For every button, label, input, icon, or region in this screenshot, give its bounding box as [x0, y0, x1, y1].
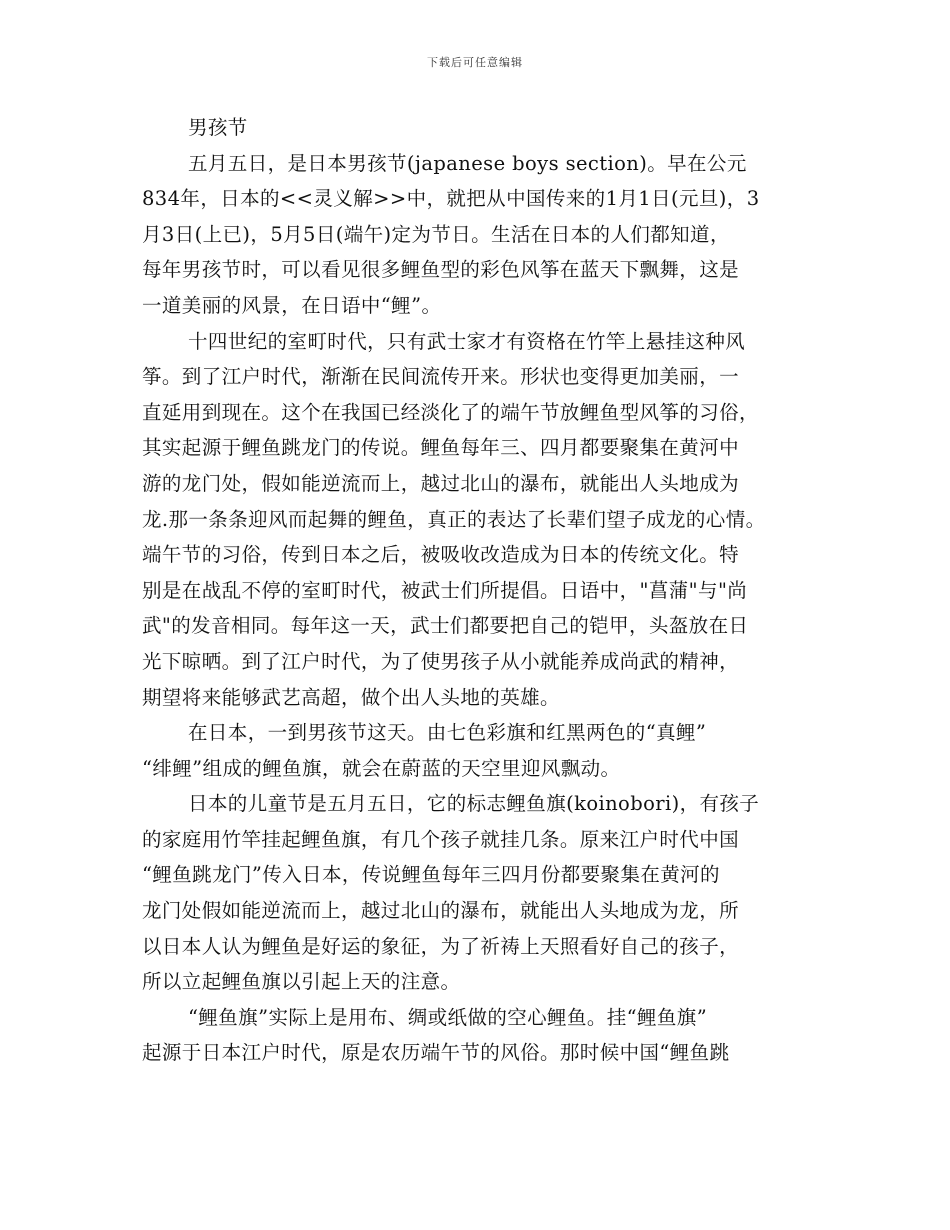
text-line: 光下晾晒。到了江户时代，为了使男孩子从小就能养成尚武的精神， — [142, 649, 740, 673]
text-line: 龙.那一条条迎风而起舞的鲤鱼，真正的表达了长辈们望子成龙的心情。 — [142, 507, 766, 531]
text-line: 以日本人认为鲤鱼是好运的象征，为了祈祷上天照看好自己的孩子， — [142, 934, 740, 958]
text-line: 每年男孩节时，可以看见很多鲤鱼型的彩色风筝在蓝天下飘舞，这是 — [142, 258, 740, 282]
text-line: 直延用到现在。这个在我国已经淡化了的端午节放鲤鱼型风筝的习俗， — [142, 400, 759, 424]
text-line: 起源于日本江户时代，原是农历端午节的风俗。那时候中国“鲤鱼跳 — [142, 1041, 730, 1065]
text-line: 男孩节 — [188, 116, 248, 139]
text-line: 其实起源于鲤鱼跳龙门的传说。鲤鱼每年三、四月都要聚集在黄河中 — [142, 436, 740, 460]
page-header: 下载后可任意编辑 — [427, 56, 523, 69]
text-line: 筝。到了江户时代，渐渐在民间流传开来。形状也变得更加美丽，一 — [142, 365, 740, 389]
text-line: 端午节的习俗，传到日本之后，被吸收改造成为日本的传统文化。特 — [142, 543, 740, 567]
text-line: 十四世纪的室町时代，只有武士家才有资格在竹竿上悬挂这种风 — [188, 329, 746, 353]
text-line: 一道美丽的风景，在日语中“鲤”。 — [142, 293, 442, 317]
text-line: 龙门处假如能逆流而上，越过北山的瀑布，就能出人头地成为龙，所 — [142, 899, 740, 923]
text-line: 月3日(上已)，5月5日(端午)定为节日。生活在日本的人们都知道， — [142, 222, 730, 246]
text-line: 期望将来能够武艺高超，做个出人头地的英雄。 — [142, 685, 560, 709]
text-line: 武"的发音相同。每年这一天，武士们都要把自己的铠甲，头盔放在日 — [142, 614, 749, 638]
text-line: 所以立起鲤鱼旗以引起上天的注意。 — [142, 970, 461, 994]
text-line: 日本的儿童节是五月五日，它的标志鲤鱼旗(koinobori)，有孩子 — [188, 792, 760, 816]
text-line: 的家庭用竹竿挂起鲤鱼旗，有几个孩子就挂几条。原来江户时代中国 — [142, 827, 740, 851]
document-body — [142, 110, 822, 1071]
text-line: 游的龙门处，假如能逆流而上，越过北山的瀑布，就能出人头地成为 — [142, 471, 740, 495]
text-line: “鲤鱼跳龙门”传入日本，传说鲤鱼每年三四月份都要聚集在黄河的 — [142, 863, 720, 887]
text-line: 在日本，一到男孩节这天。由七色彩旗和红黑两色的“真鲤” — [188, 721, 707, 745]
text-line: 别是在战乱不停的室町时代，被武士们所提倡。日语中，"菖蒲"与"尚 — [142, 578, 748, 602]
text-line: 834年，日本的<<灵义解>>中，就把从中国传来的1月1日(元旦)，3 — [142, 187, 760, 211]
text-line: “鲤鱼旗”实际上是用布、绸或纸做的空心鲤鱼。挂“鲤鱼旗” — [188, 1005, 708, 1029]
text-line: “绯鲤”组成的鲤鱼旗，就会在蔚蓝的天空里迎风飘动。 — [142, 756, 621, 780]
text-line: 五月五日，是日本男孩节(japanese boys section)。早在公元 — [188, 151, 747, 175]
